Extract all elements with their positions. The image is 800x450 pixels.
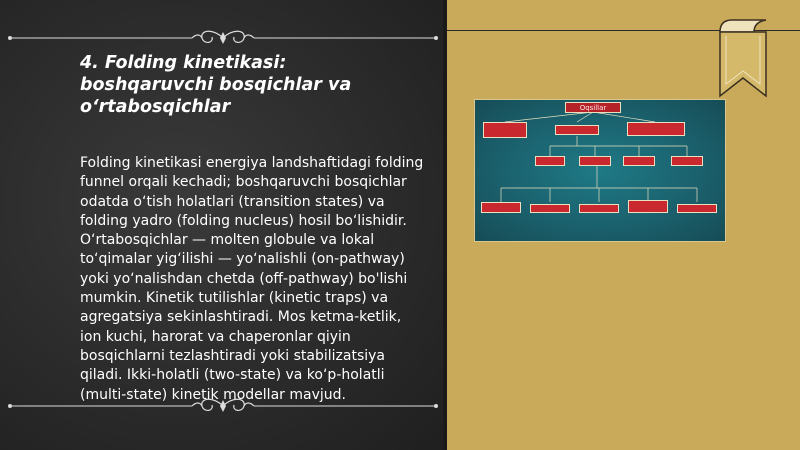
protein-classification-diagram (474, 99, 726, 242)
diagram-level1-box (483, 122, 527, 138)
diagram-level3-box (579, 204, 619, 213)
diagram-top-box: Oqsillar (565, 102, 621, 113)
diagram-level3-box (628, 200, 668, 213)
diagram-level2-box (579, 156, 611, 166)
slide-body: Folding kinetikasi energiya landshaftidagi folding funnel orqali kechadi; boshqaruvchi bosqichlar odatda o‘tish holatlari (transition states) va folding yadro (folding nucleus) hosil bo‘lishidir. O‘rtabosqichlar — molten globule va lokal to‘qimalar yig‘ilishi — yo‘nalishli (on-pathway) yoki yo‘nalishdan chetda (off-pathway) bo'lishi mumkin. Kinetik tutilishlar (kinetic traps) va agregatsiya sekinlashtiradi. Mos ketma-ketlik, ion kuchi, harorat va chaperonlar qiyin bosqichlarni tezlashtiradi yoki stabilizatsiya qiladi. Ikki-holatli (two-state) va ko‘p-holatli (multi-state) kinetik modellar mavjud. (80, 155, 424, 403)
diagram-level1-box (627, 122, 685, 136)
diagram-level2-box (671, 156, 703, 166)
diagram-level3-box (481, 202, 521, 213)
diagram-level1-box (555, 125, 599, 135)
diagram-level2-box (623, 156, 655, 166)
diagram-level2-box (535, 156, 565, 166)
bookmark-ribbon-icon (718, 18, 768, 100)
slide-title: 4. Folding kinetikasi: boshqaruvchi bosqichlar va o‘rtabosqichlar (80, 53, 352, 117)
diagram-level3-box (530, 204, 570, 213)
diagram-level3-box (677, 204, 717, 213)
panel-divider (443, 0, 447, 450)
